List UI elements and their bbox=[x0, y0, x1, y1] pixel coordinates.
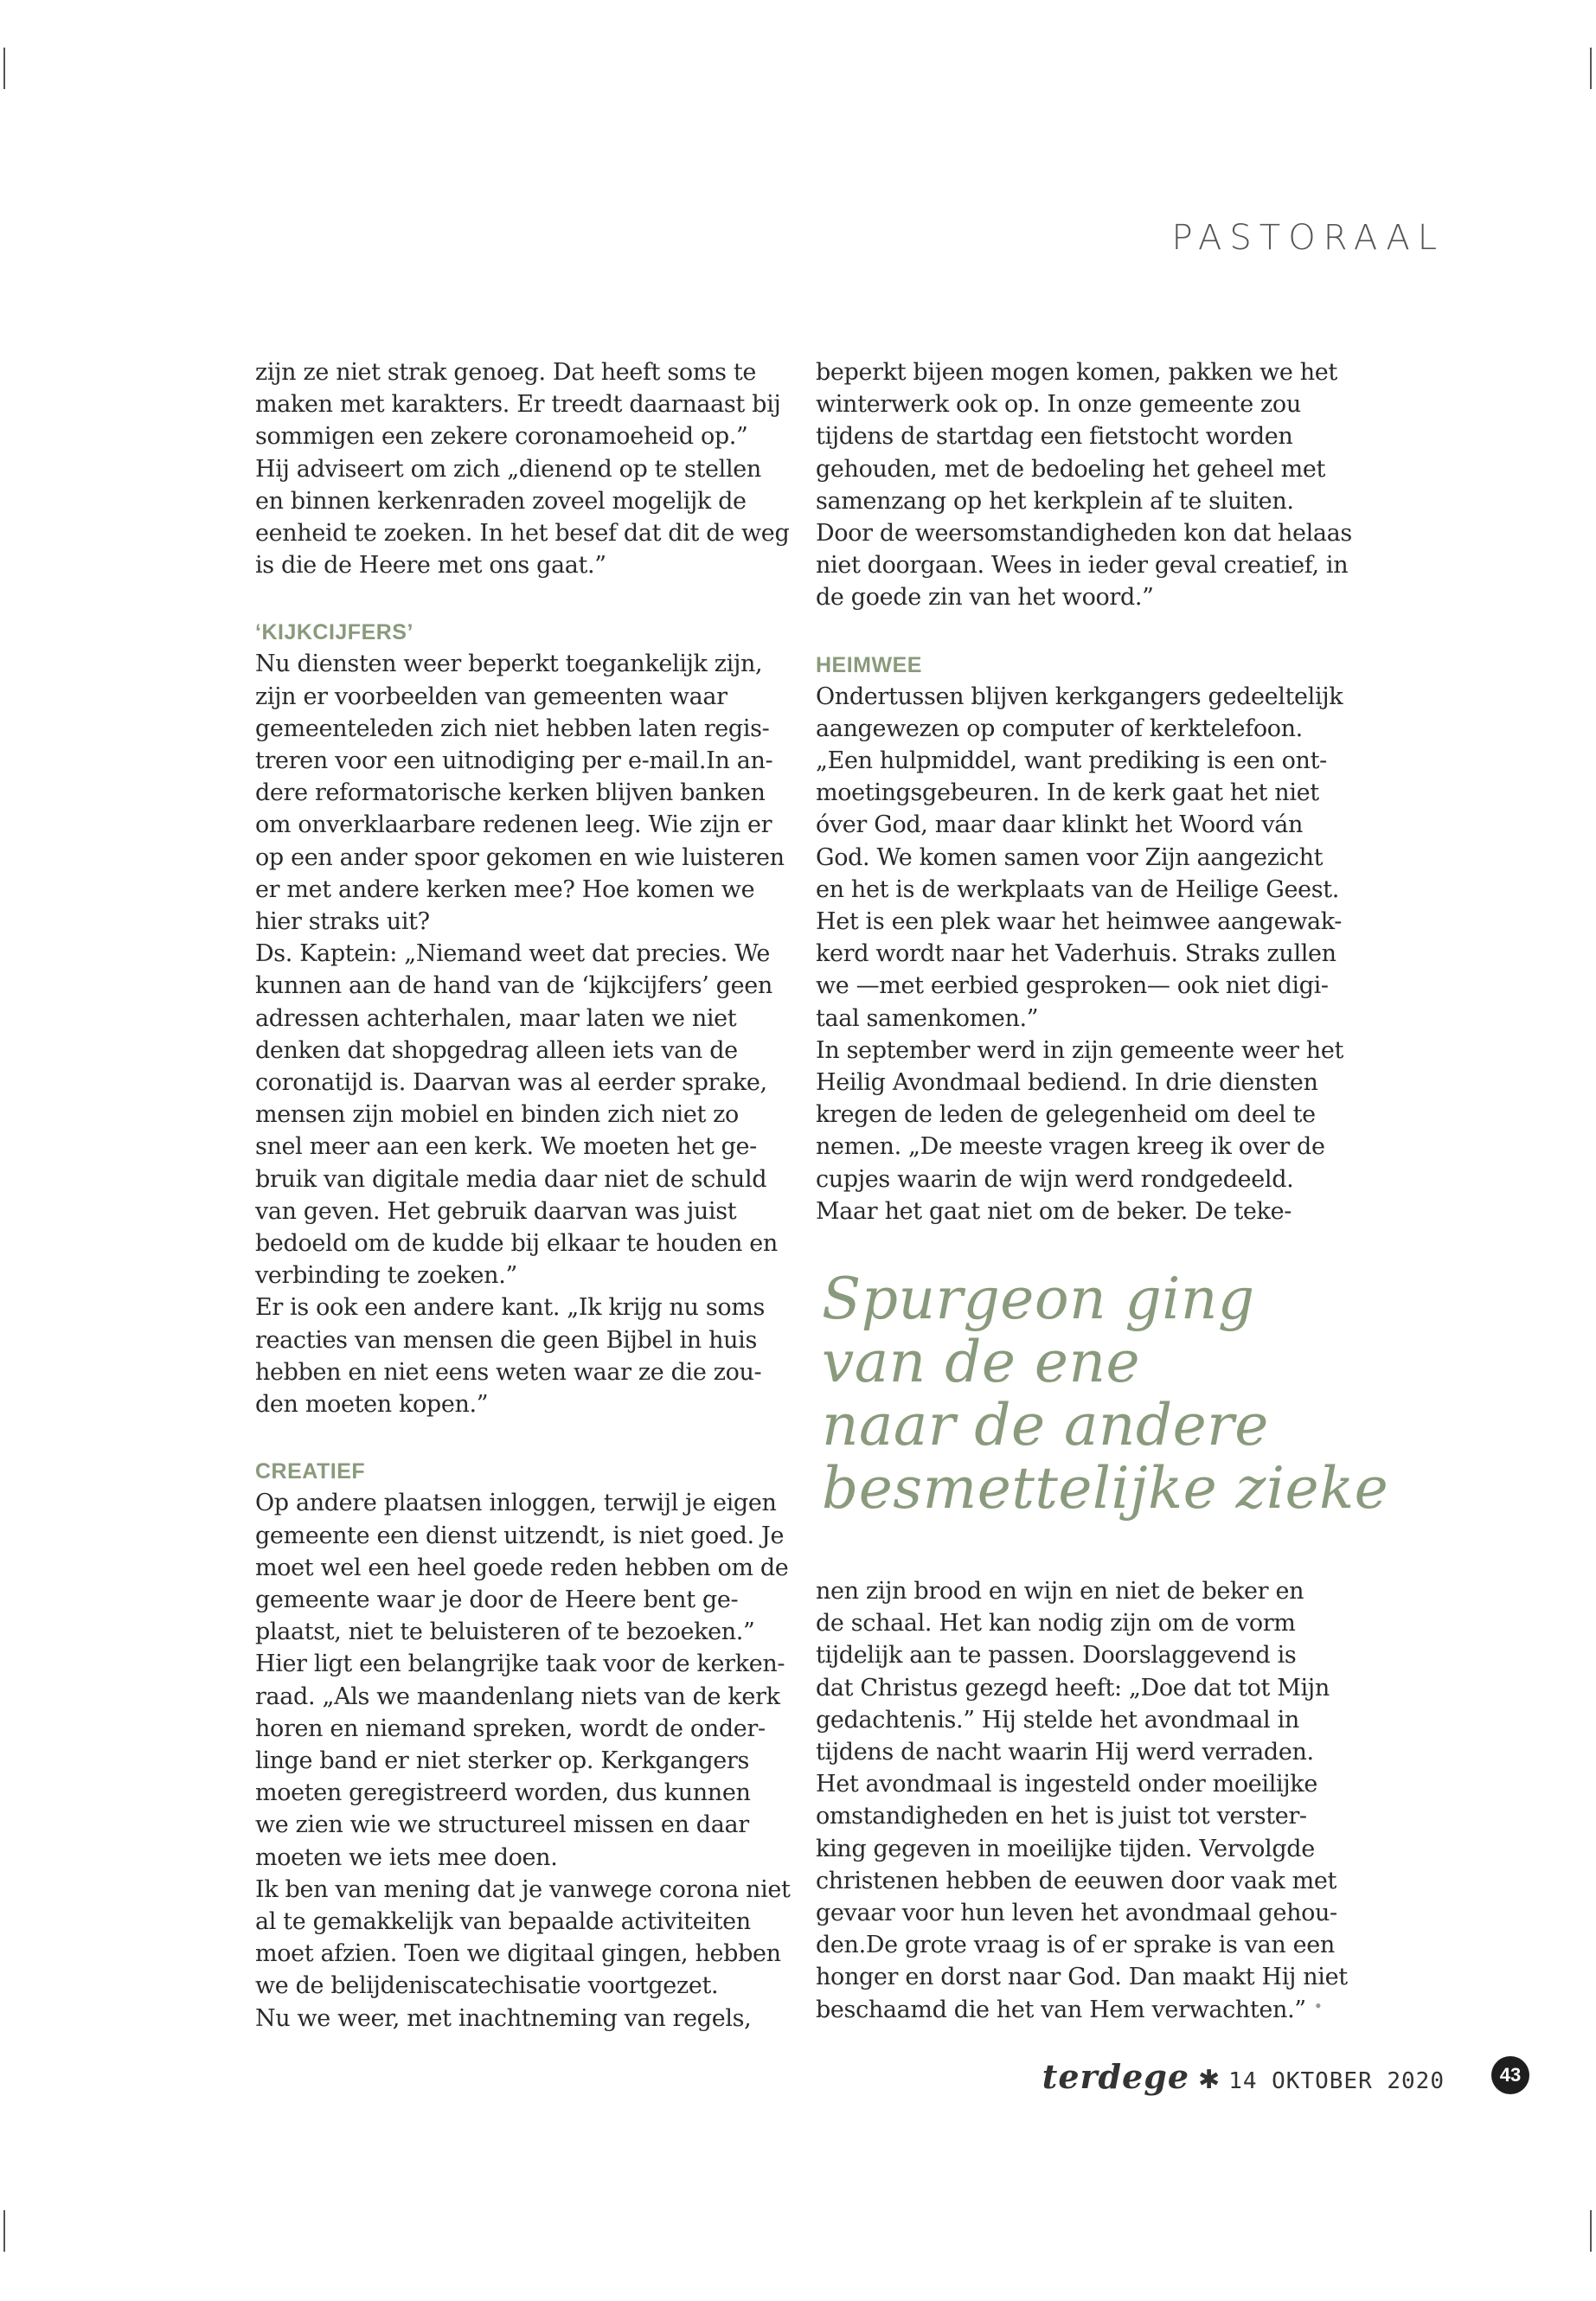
left-column bbox=[255, 356, 791, 2035]
text-line: zijn er voorbeelden van gemeenten waar bbox=[255, 683, 727, 710]
text-line: is die de Heere met ons gaat.” bbox=[255, 552, 606, 580]
text-line: niet doorgaan. Wees in ieder geval creatief, in bbox=[816, 552, 1349, 580]
text-line: moeten geregistreerd worden, dus kunnen bbox=[255, 1779, 751, 1807]
text-line: cupjes waarin de wijn werd rondgedeeld. bbox=[816, 1165, 1294, 1193]
right-column-continued bbox=[816, 1575, 1348, 2026]
text-line: gemeente een dienst uitzendt, is niet goed. Je bbox=[255, 1522, 785, 1549]
text-line: er met andere kerken mee? Hoe komen we bbox=[255, 875, 755, 903]
text-line: den.De grote vraag is of er sprake is van een bbox=[816, 1932, 1335, 1959]
text-line: de goede zin van het woord.” bbox=[816, 584, 1154, 612]
text-line: zijn ze niet strak genoeg. Dat heeft soms te bbox=[255, 359, 756, 386]
subheading-creatief: CREATIEF bbox=[255, 1459, 366, 1484]
right-column bbox=[816, 356, 1352, 1227]
text-line: besmettelijke zieke bbox=[822, 1455, 1389, 1522]
text-line: taal samenkomen.” bbox=[816, 1004, 1039, 1032]
text-line: Spurgeon ging bbox=[822, 1266, 1255, 1332]
text-line: de schaal. Het kan nodig zijn om de vorm bbox=[816, 1610, 1296, 1638]
end-mark: • bbox=[1315, 1995, 1322, 2016]
text-line: king gegeven in moeilijke tijden. Vervolgde bbox=[816, 1835, 1315, 1862]
text-line: Heilig Avondmaal bediend. In drie diensten bbox=[816, 1069, 1318, 1097]
crop-mark-bottom-left bbox=[3, 2210, 5, 2252]
text-line: den moeten kopen.” bbox=[255, 1391, 489, 1419]
text-line: Er is ook een andere kant. „Ik krijg nu soms bbox=[255, 1294, 766, 1322]
text-line: treren voor een uitnodiging per e-mail.In an- bbox=[255, 747, 773, 775]
text-line: honger en dorst naar God. Dan maakt Hij niet bbox=[816, 1964, 1348, 1991]
text-line: óver God, maar daar klinkt het Woord ván bbox=[816, 811, 1304, 839]
text-line: moet afzien. Toen we digitaal gingen, hebben bbox=[255, 1940, 781, 1968]
text-line: samenzang op het kerkplein af te sluiten. bbox=[816, 487, 1294, 515]
text-line: tijdens de nacht waarin Hij werd verraden. bbox=[816, 1739, 1314, 1766]
text-line: dat Christus gezegd heeft: „Doe dat tot Mijn bbox=[816, 1674, 1330, 1702]
text-line: verbinding te zoeken.” bbox=[255, 1262, 517, 1290]
text-line: van de ene bbox=[822, 1329, 1141, 1395]
text-line: tijdens de startdag een fietstocht worden bbox=[816, 423, 1293, 451]
text-line: eenheid te zoeken. In het besef dat dit de weg bbox=[255, 520, 790, 548]
magazine-logo: terdege bbox=[1042, 2057, 1190, 2096]
text-line: gedachtenis.” Hij stelde het avondmaal in bbox=[816, 1706, 1299, 1734]
text-line: tijdelijk aan te passen. Doorslaggevend is bbox=[816, 1642, 1297, 1670]
text-line: maken met karakters. Er treedt daarnaast bij bbox=[255, 391, 781, 419]
text-line: en binnen kerkenraden zoveel mogelijk de bbox=[255, 487, 747, 515]
text-line: nen zijn brood en wijn en niet de beker en bbox=[816, 1578, 1304, 1605]
text-line: Door de weersomstandigheden kon dat helaas bbox=[816, 520, 1352, 548]
text-line: beperkt bijeen mogen komen, pakken we het bbox=[816, 359, 1337, 386]
text-line: hebben en niet eens weten waar ze die zou- bbox=[255, 1358, 762, 1386]
text-line: horen en niemand spreken, wordt de onder- bbox=[255, 1715, 766, 1742]
text-line: gemeente waar je door de Heere bent ge- bbox=[255, 1586, 739, 1613]
text-line: gehouden, met de bedoeling het geheel met bbox=[816, 455, 1325, 483]
text-line: we zien wie we structureel missen en daar bbox=[255, 1811, 749, 1839]
text-line: denken dat shopgedrag alleen iets van de bbox=[255, 1036, 738, 1064]
text-line: christenen hebben de eeuwen door vaak met bbox=[816, 1867, 1336, 1894]
text-line: bruik van digitale media daar niet de schuld bbox=[255, 1165, 767, 1193]
text-line: en het is de werkplaats van de Heilige Geest. bbox=[816, 875, 1339, 903]
text-line: beschaamd die het van Hem verwachten.” bbox=[816, 1996, 1306, 2023]
text-line: coronatijd is. Daarvan was al eerder sprake, bbox=[255, 1069, 767, 1097]
asterisk-icon: ✱ bbox=[1198, 2065, 1221, 2095]
page-number: 43 bbox=[1491, 2056, 1529, 2094]
text-line: moet wel een heel goede reden hebben om de bbox=[255, 1554, 789, 1581]
text-line: aangewezen op computer of kerktelefoon. bbox=[816, 715, 1303, 742]
text-line: naar de andere bbox=[822, 1392, 1269, 1458]
text-line: om onverklaarbare redenen leeg. Wie zijn er bbox=[255, 811, 772, 839]
text-line: dere reformatorische kerken blijven banken bbox=[255, 779, 766, 807]
pull-quote bbox=[822, 1266, 1389, 1522]
paragraph bbox=[816, 681, 1343, 1227]
text-line: al te gemakkelijk van bepaalde activiteiten bbox=[255, 1907, 751, 1935]
text-line: op een ander spoor gekomen en wie luisteren bbox=[255, 843, 785, 871]
text-line: Op andere plaatsen inloggen, terwijl je eigen bbox=[255, 1490, 777, 1517]
text-line: mensen zijn mobiel en binden zich niet zo bbox=[255, 1101, 739, 1129]
text-line: Maar het gaat niet om de beker. De teke- bbox=[816, 1197, 1292, 1225]
text-line: Ds. Kaptein: „Niemand weet dat precies. We bbox=[255, 940, 771, 968]
text-line: moetingsgebeuren. In de kerk gaat het niet bbox=[816, 779, 1319, 807]
paragraph bbox=[255, 648, 783, 1420]
crop-mark-bottom-right bbox=[1590, 2210, 1592, 2252]
text-line: we —met eerbied gesproken— ook niet digi- bbox=[816, 972, 1329, 1000]
text-line: gemeenteleden zich niet hebben laten regis- bbox=[255, 715, 770, 742]
text-line: gevaar voor hun leven het avondmaal gehou- bbox=[816, 1900, 1337, 1927]
text-line: we de belijdeniscatechisatie voortgezet. bbox=[255, 1972, 719, 2000]
text-line: Hij adviseert om zich „dienend op te stellen bbox=[255, 455, 761, 483]
text-line: van geven. Het gebruik daarvan was juist bbox=[255, 1197, 737, 1225]
issue-date: 14 OKTOBER 2020 bbox=[1228, 2068, 1445, 2094]
text-line: sommigen een zekere coronamoeheid op.” bbox=[255, 423, 748, 451]
crop-mark-top-left bbox=[3, 48, 5, 89]
text-line: Nu we weer, met inachtneming van regels, bbox=[255, 2004, 752, 2032]
paragraph bbox=[255, 1487, 791, 2034]
text-line: Nu diensten weer beperkt toegankelijk zijn, bbox=[255, 651, 763, 678]
text-line: Ondertussen blijven kerkgangers gedeeltelijk bbox=[816, 683, 1343, 710]
text-line: winterwerk ook op. In onze gemeente zou bbox=[816, 391, 1301, 419]
footer bbox=[1038, 2057, 1445, 2096]
subheading-heimwee: HEIMWEE bbox=[816, 652, 922, 677]
paragraph bbox=[255, 356, 790, 581]
text-line: linge band er niet sterker op. Kerkgangers bbox=[255, 1747, 749, 1774]
text-line: omstandigheden en het is juist tot verster- bbox=[816, 1803, 1307, 1830]
text-line: hier straks uit? bbox=[255, 908, 430, 936]
paragraph bbox=[816, 1575, 1348, 2026]
text-line: „Een hulpmiddel, want prediking is een ont- bbox=[816, 747, 1327, 775]
text-line: snel meer aan een kerk. We moeten het ge- bbox=[255, 1133, 757, 1161]
text-line: Ik ben van mening dat je vanwege corona niet bbox=[255, 1875, 791, 1903]
text-line: God. We komen samen voor Zijn aangezicht bbox=[816, 843, 1324, 871]
text-line: nemen. „De meeste vragen kreeg ik over de bbox=[816, 1133, 1325, 1161]
text-line: Het is een plek waar het heimwee aangewak- bbox=[816, 908, 1343, 936]
text-line: moeten we iets mee doen. bbox=[255, 1843, 558, 1871]
text-line: kregen de leden de gelegenheid om deel te bbox=[816, 1101, 1316, 1129]
text-line: Het avondmaal is ingesteld onder moeilijke bbox=[816, 1771, 1317, 1798]
subheading-kijkcijfers: ‘KIJKCIJFERS’ bbox=[255, 620, 413, 645]
text-line: plaatst, niet te beluisteren of te bezoeken.” bbox=[255, 1618, 755, 1646]
paragraph bbox=[816, 356, 1352, 614]
text-line: bedoeld om de kudde bij elkaar te houden en bbox=[255, 1230, 778, 1258]
text-line: In september werd in zijn gemeente weer het bbox=[816, 1036, 1343, 1064]
crop-mark-top-right bbox=[1590, 48, 1592, 89]
text-line: kunnen aan de hand van de ‘kijkcijfers’ geen bbox=[255, 972, 772, 1000]
text-line: kerd wordt naar het Vaderhuis. Straks zullen bbox=[816, 940, 1336, 968]
text-line: Hier ligt een belangrijke taak voor de kerken- bbox=[255, 1650, 785, 1678]
text-line: reacties van mensen die geen Bijbel in huis bbox=[255, 1326, 757, 1354]
text-line: adressen achterhalen, maar laten we niet bbox=[255, 1004, 737, 1032]
section-title: PASTORAAL bbox=[1171, 218, 1445, 258]
text-line: raad. „Als we maandenlang niets van de kerk bbox=[255, 1682, 780, 1710]
